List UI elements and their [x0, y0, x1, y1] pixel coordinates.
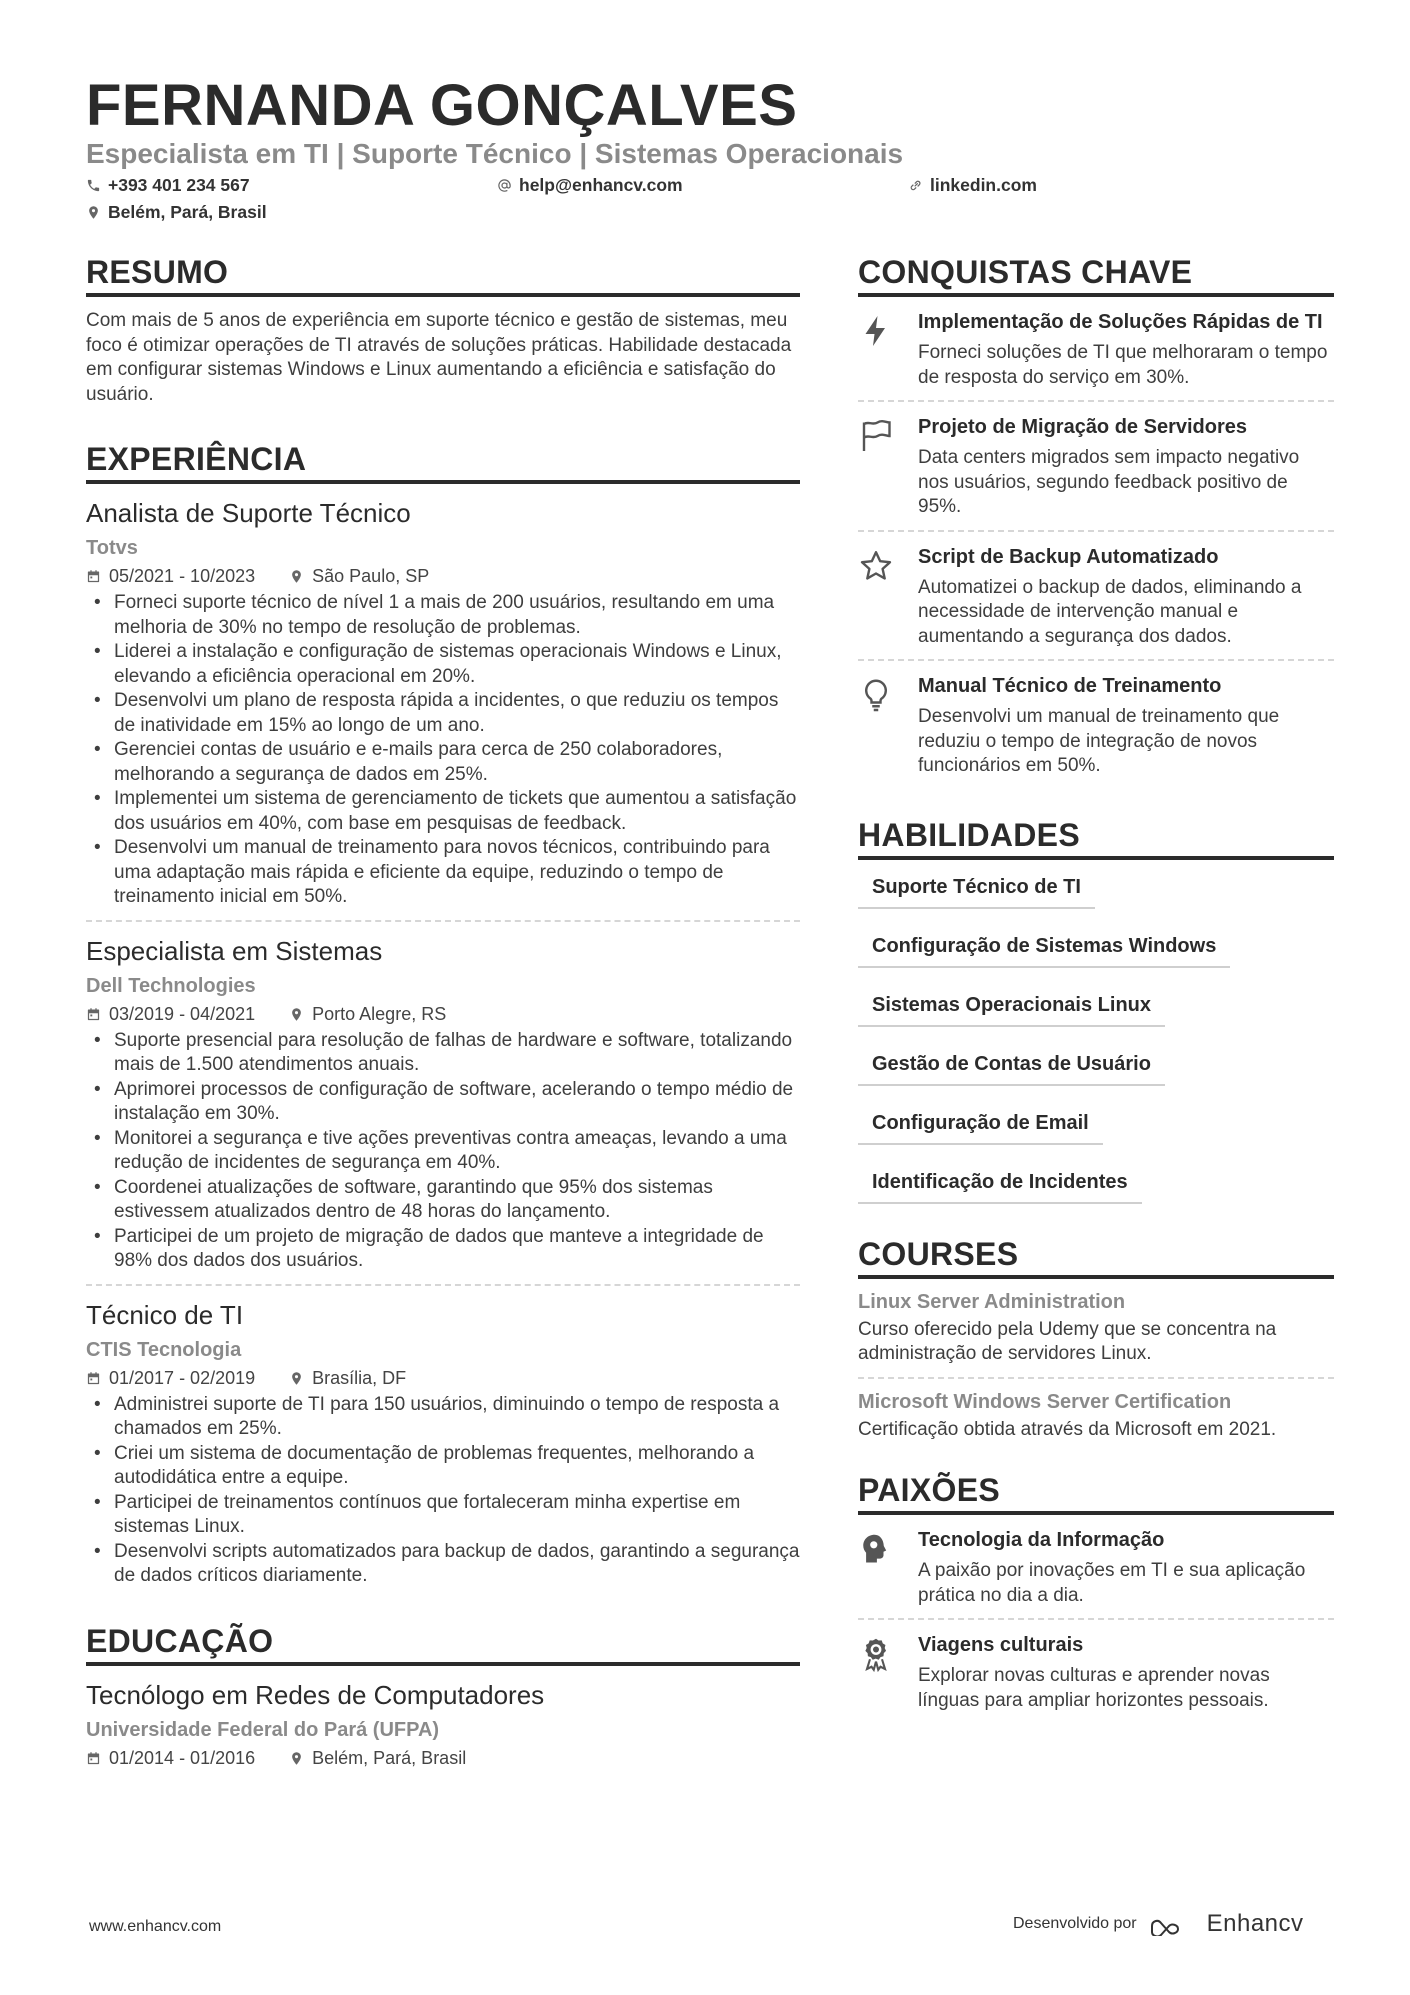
education-section [86, 1623, 800, 1769]
experience-section [86, 441, 800, 1589]
location-pin-icon [289, 1371, 304, 1386]
bullet-item: • Aprimorei processos de configuração de software, acelerando o tempo médio de instalação em 30%. [86, 1078, 800, 1127]
bullet-item: • Administrei suporte de TI para 150 usuários, diminuindo o tempo de resposta a chamados em 25%. [86, 1393, 800, 1442]
calendar-icon [86, 1751, 101, 1766]
achievement-desc: Desenvolvi um manual de treinamento que reduziu o tempo de integração de novos funcionários em 50%. [918, 706, 1280, 776]
bullet-item: • Monitorei a segurança e tive ações preventivas contra ameaças, levando a uma redução de incidentes de segurança em 40%. [86, 1127, 800, 1176]
bullet-item: • Participei de um projeto de migração de dados que manteve a integridade de 98% dos dados dos usuários. [86, 1225, 800, 1274]
education-degree: Tecnólogo em Redes de Computadores [86, 1679, 545, 1710]
achievement-desc: Data centers migrados sem impacto negativo nos usuários, segundo feedback positivo de 95%. [918, 447, 1300, 517]
at-icon [497, 178, 512, 193]
job-entry [86, 498, 800, 922]
link-icon [908, 178, 923, 193]
education-location: Belém, Pará, Brasil [312, 1747, 467, 1768]
bullet-item: • Coordenei atualizações de software, garantindo que 95% dos sistemas estivessem atualizados dentro de 48 horas do lançamento. [86, 1176, 800, 1225]
bullet-item: • Criei um sistema de documentação de problemas frequentes, melhorando a autodidática entre a equipe. [86, 1442, 800, 1491]
candidate-name: FERNANDA GONÇALVES [86, 73, 798, 138]
lightbulb-icon [858, 677, 894, 713]
job-location: São Paulo, SP [312, 566, 430, 586]
passion-desc: A paixão por inovações em TI e sua aplicação prática no dia a dia. [918, 1560, 1306, 1606]
skill-tag: Suporte Técnico de TI [858, 870, 1095, 909]
award-badge-icon [858, 1636, 894, 1672]
location-pin-icon [289, 1007, 304, 1022]
job-location: Brasília, DF [312, 1367, 407, 1388]
location-pin-icon [289, 1751, 304, 1766]
left-column [86, 254, 800, 1769]
bullet-item: • Forneci suporte técnico de nível 1 a mais de 200 usuários, resultando em uma melhoria de 30% no tempo de resolução de problemas. [86, 591, 800, 640]
location-text: Belém, Pará, Brasil [108, 202, 267, 222]
linkedin-text: linkedin.com [930, 175, 1037, 195]
achievement-title: Projeto de Migração de Servidores [918, 416, 1247, 438]
skill-tag: Gestão de Contas de Usuário [858, 1047, 1165, 1086]
bullet-item: • Desenvolvi um manual de treinamento para novos técnicos, contribuindo para uma adaptação mais rápida e eficiente da equipe, reduzindo o tempo de treinamento inicial em 50%. [86, 836, 800, 910]
passions-section [858, 1472, 1334, 1723]
bullet-item: • Desenvolvi scripts automatizados para backup de dados, garantindo a segurança de dados críticos diariamente. [86, 1540, 800, 1589]
divider [86, 1284, 800, 1286]
job-bullets [86, 1029, 800, 1274]
skill-tag: Configuração de Sistemas Windows [858, 929, 1230, 968]
skills-heading: HABILIDADES [858, 817, 1334, 860]
job-company: CTIS Tecnologia [86, 1338, 242, 1361]
calendar-icon [86, 569, 101, 584]
achievement-title: Manual Técnico de Treinamento [918, 675, 1222, 697]
job-bullets [86, 1393, 800, 1589]
skills-list [858, 860, 1334, 1204]
job-meta [86, 1004, 800, 1025]
course-title: Linux Server Administration [858, 1290, 1126, 1313]
course-desc: Curso oferecido pela Udemy que se concentra na administração de servidores Linux. [858, 1318, 1277, 1364]
passion-title: Tecnologia da Informação [918, 1529, 1165, 1551]
summary-heading: RESUMO [86, 254, 800, 297]
footer-website[interactable]: www.enhancv.com [89, 1918, 222, 1935]
location-pin-icon [289, 569, 304, 584]
job-dates: 03/2019 - 04/2021 [109, 1003, 256, 1024]
head-brain-icon [858, 1531, 894, 1567]
bullet-item: • Participei de treinamentos contínuos que fortaleceram minha expertise em sistemas Linux. [86, 1491, 800, 1540]
passions-heading: PAIXÕES [858, 1472, 1334, 1515]
skill-tag: Sistemas Operacionais Linux [858, 988, 1165, 1027]
job-meta [86, 1368, 800, 1389]
job-dates: 01/2017 - 02/2019 [109, 1367, 256, 1388]
courses-heading: COURSES [858, 1236, 1334, 1279]
achievements-heading: CONQUISTAS CHAVE [858, 254, 1334, 297]
enhancv-logo-icon [1149, 1912, 1195, 1936]
bullet-item: • Liderei a instalação e configuração de sistemas operacionais Windows e Linux, elevando a eficiência operacional em 20%. [86, 640, 800, 689]
education-meta [86, 1748, 800, 1769]
location-pin-icon [86, 205, 101, 220]
education-heading: EDUCAÇÃO [86, 1623, 800, 1666]
bullet-item: • Implementei um sistema de gerenciamento de tickets que aumentou a satisfação dos usuários em 40%, com base em pesquisas de feedback. [86, 787, 800, 836]
job-entry [86, 1300, 800, 1589]
achievement-item [858, 661, 1334, 789]
job-company: Totvs [86, 537, 138, 559]
achievement-item [858, 297, 1334, 400]
achievement-item [858, 532, 1334, 660]
bullet-item: • Desenvolvi um plano de resposta rápida a incidentes, o que reduziu os tempos de inatividade em 15% ao longo de um ano. [86, 689, 800, 738]
passion-item [858, 1515, 1334, 1618]
job-company: Dell Technologies [86, 974, 256, 997]
summary-text: Com mais de 5 anos de experiência em suporte técnico e gestão de sistemas, meu foco é otimizar operações de TI através de soluções práticas. Habilidade destacada em configurar sistemas Windows e Linux aumentando a eficiência e satisfação do usuário. [86, 310, 792, 405]
education-dates: 01/2014 - 01/2016 [109, 1747, 256, 1768]
phone-text: +393 401 234 567 [108, 175, 250, 195]
calendar-icon [86, 1007, 101, 1022]
job-bullets [86, 591, 800, 910]
achievement-title: Implementação de Soluções Rápidas de TI [918, 311, 1323, 333]
powered-by-label: Desenvolvido por [1013, 1915, 1137, 1932]
job-role: Técnico de TI [86, 1299, 244, 1330]
bullet-item: • Gerenciei contas de usuário e e-mails para cerca de 250 colaboradores, melhorando a segurança de dados em 25%. [86, 738, 800, 787]
right-column [858, 254, 1334, 1723]
skill-tag: Configuração de Email [858, 1106, 1103, 1145]
course-desc: Certificação obtida através da Microsoft em 2021. [858, 1418, 1277, 1440]
achievements-section [858, 254, 1334, 789]
passion-desc: Explorar novas culturas e aprender novas línguas para ampliar horizontes pessoais. [918, 1665, 1270, 1711]
experience-heading: EXPERIÊNCIA [86, 441, 800, 484]
achievement-item [858, 402, 1334, 530]
skill-tag: Identificação de Incidentes [858, 1165, 1142, 1204]
contact-phone [86, 175, 250, 196]
divider [86, 920, 800, 922]
contact-linkedin[interactable] [908, 175, 1037, 196]
passion-title: Viagens culturais [918, 1634, 1084, 1656]
summary-section [86, 254, 800, 407]
divider [858, 1377, 1334, 1379]
achievement-title: Script de Backup Automatizado [918, 545, 1219, 568]
job-location: Porto Alegre, RS [312, 1003, 447, 1024]
education-school: Universidade Federal do Pará (UFPA) [86, 1718, 440, 1741]
bullet-item: • Suporte presencial para resolução de falhas de hardware e software, totalizando mais de 1.500 atendimentos anuais. [86, 1029, 800, 1078]
email-text: help@enhancv.com [519, 175, 683, 195]
contact-location [86, 202, 267, 223]
calendar-icon [86, 1371, 101, 1386]
achievement-desc: Automatizei o backup de dados, eliminando a necessidade de intervenção manual e aumentando a segurança dos dados. [918, 576, 1302, 647]
job-meta [86, 566, 800, 587]
star-icon [858, 548, 894, 584]
job-dates: 05/2021 - 10/2023 [109, 566, 256, 586]
course-title: Microsoft Windows Server Certification [858, 1390, 1232, 1413]
job-entry [86, 936, 800, 1286]
flag-icon [858, 418, 894, 454]
brand-name: Enhancv [1206, 1910, 1304, 1937]
achievement-desc: Forneci soluções de TI que melhoraram o tempo de resposta do serviço em 30%. [918, 342, 1328, 388]
job-role: Especialista em Sistemas [86, 935, 383, 966]
passion-item [858, 1620, 1334, 1723]
courses-section [858, 1236, 1334, 1443]
job-role: Analista de Suporte Técnico [86, 498, 411, 528]
candidate-title: Especialista em TI | Suporte Técnico | Sistemas Operacionais [86, 138, 904, 169]
phone-icon [86, 178, 101, 193]
footer-branding [1013, 1910, 1304, 1938]
skills-section [858, 817, 1334, 1204]
contact-email[interactable] [497, 175, 683, 196]
lightning-icon [858, 313, 894, 349]
